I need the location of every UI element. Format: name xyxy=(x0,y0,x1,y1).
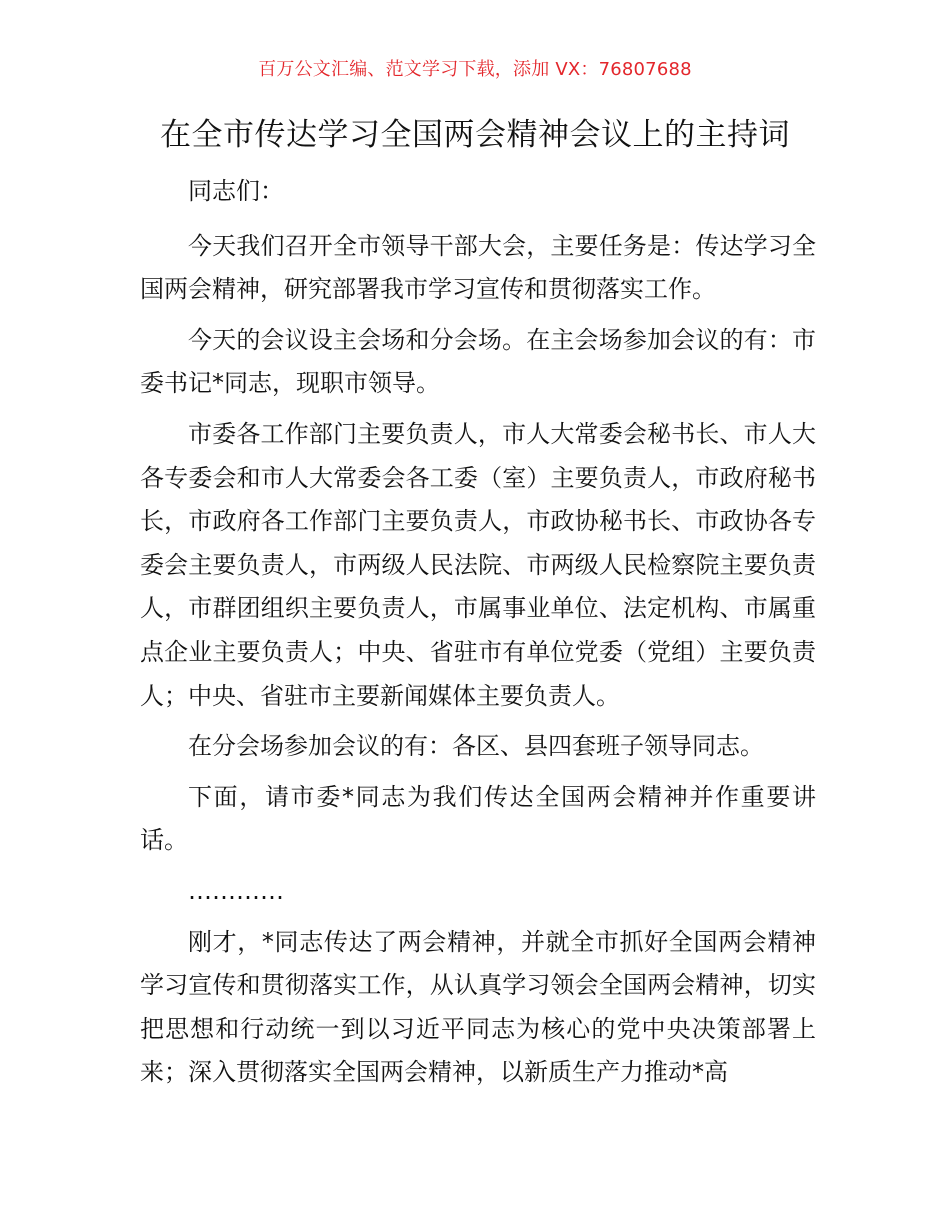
body-paragraph: 市委各工作部门主要负责人，市人大常委会秘书长、市人大各专委会和市人大常委会各工委（室）主要负责人，市政府秘书长，市政府各工作部门主要负责人，市政协秘书长、市政协各专委会主要负责人，市两级人民法院、市两级人民检察院主要负责人，市群团组织主要负责人，市属事业单位、法定机构、市属重点企业主要负责人；中央、省驻市有单位党委（党组）主要负责人；中央、省驻市主要新闻媒体主要负责人。 xyxy=(140,419,816,710)
document-body xyxy=(140,170,816,1095)
salutation-paragraph: 同志们： xyxy=(188,177,284,205)
body-paragraph: 刚才，*同志传达了两会精神，并就全市抓好全国两会精神学习宣传和贯彻落实工作，从认真学习领会全国两会精神，切实把思想和行动统一到以习近平同志为核心的党中央决策部署上来；深入贯彻落实全国两会精神，以新质生产力推动*高 xyxy=(140,927,816,1087)
body-paragraph: 在分会场参加会议的有：各区、县四套班子领导同志。 xyxy=(188,732,764,761)
body-paragraph: 今天我们召开全市领导干部大会，主要任务是：传达学习全国两会精神，研究部署我市学习宣传和贯彻落实工作。 xyxy=(140,231,816,304)
header-banner: 百万公文汇编、范文学习下载，添加 VX：76807688 xyxy=(258,59,692,80)
ellipsis-paragraph: ………… xyxy=(188,876,284,905)
body-paragraph: 下面，请市委*同志为我们传达全国两会精神并作重要讲话。 xyxy=(140,782,816,855)
document-title: 在全市传达学习全国两会精神会议上的主持词 xyxy=(160,117,790,153)
body-paragraph: 今天的会议设主会场和分会场。在主会场参加会议的有：市委书记*同志，现职市领导。 xyxy=(140,325,816,398)
